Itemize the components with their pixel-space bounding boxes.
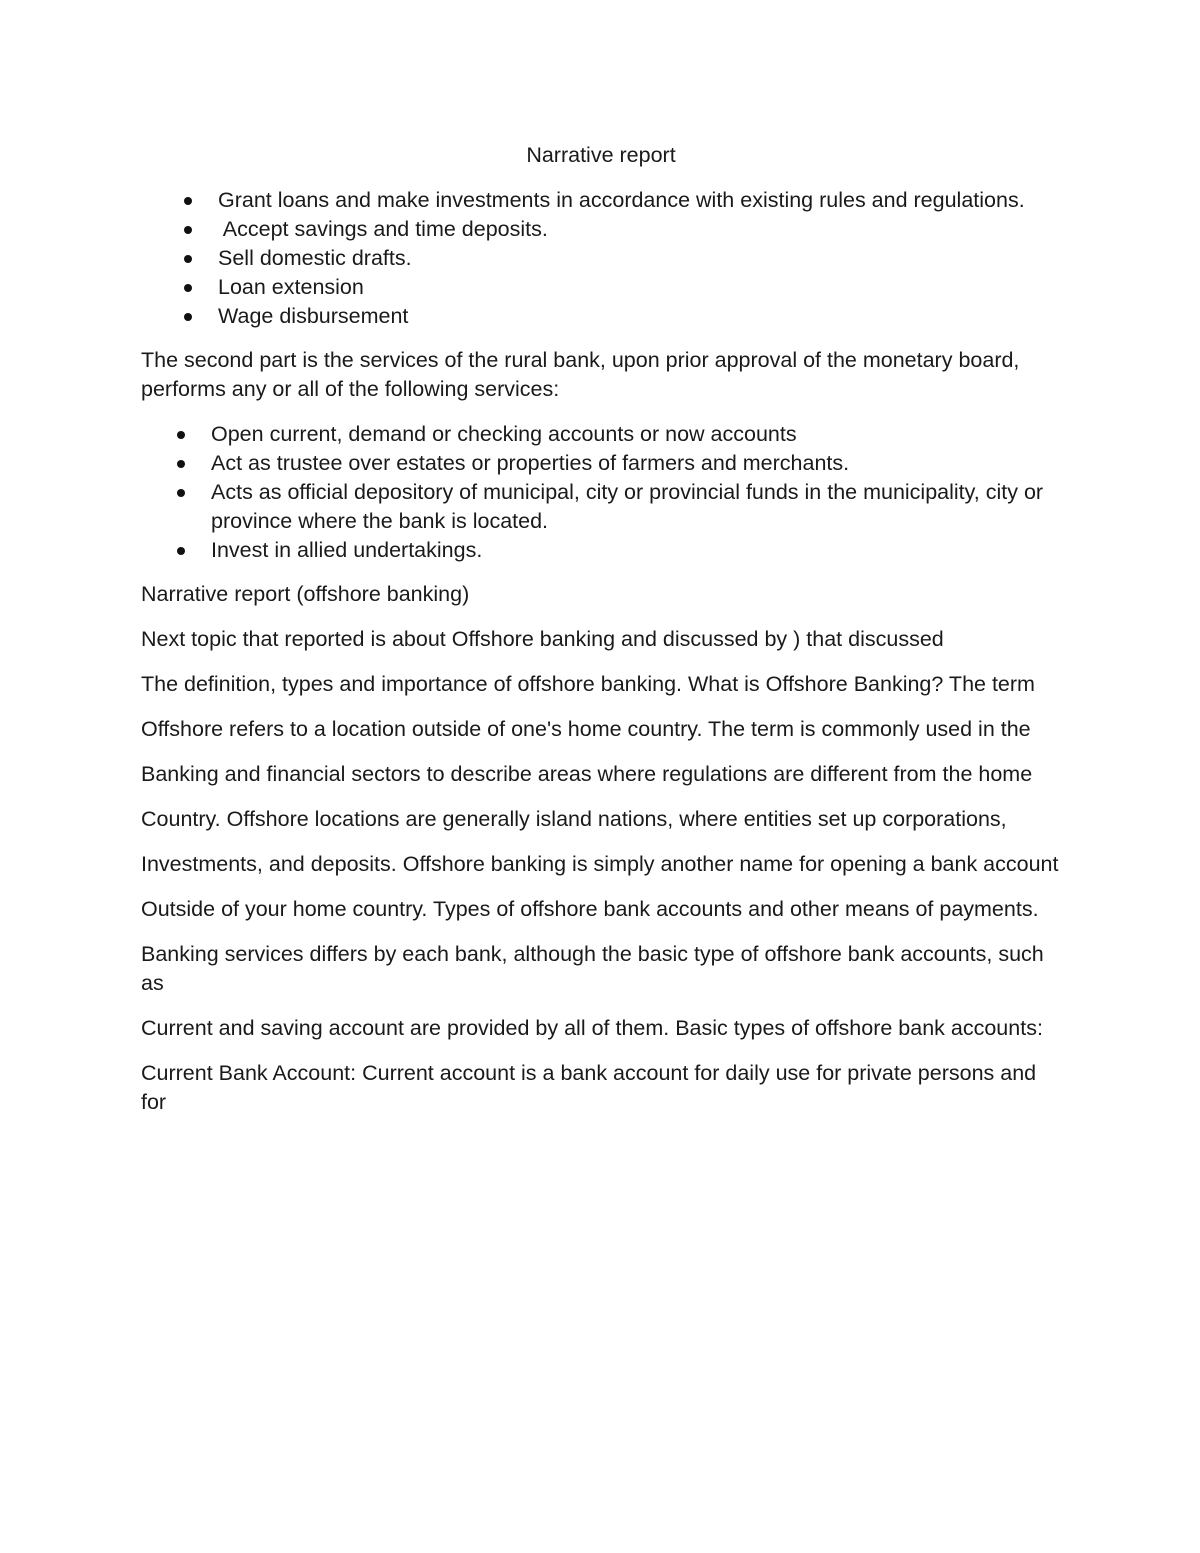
body-paragraph: Current Bank Account: Current account is a bank account for daily use for private persons and for <box>141 1061 1037 1114</box>
bullet-icon <box>177 431 185 439</box>
bullet-icon <box>184 284 192 292</box>
bank-functions-list <box>141 186 1061 331</box>
list-item <box>141 536 1061 565</box>
list-item <box>141 302 1061 331</box>
section-heading-offshore: Narrative report (offshore banking) <box>141 582 470 606</box>
body-paragraph: The definition, types and importance of offshore banking. What is Offshore Banking? The term <box>141 672 1035 696</box>
bullet-icon <box>184 313 192 321</box>
body-paragraph: Offshore refers to a location outside of one's home country. The term is commonly used in the <box>141 717 1031 741</box>
bullet-icon <box>184 226 192 234</box>
bullet-icon <box>177 489 185 497</box>
body-paragraph: Country. Offshore locations are generally island nations, where entities set up corporations, <box>141 807 1007 831</box>
list-item <box>141 244 1061 273</box>
body-paragraph: Outside of your home country. Types of offshore bank accounts and other means of payments. <box>141 897 1039 921</box>
bullet-icon <box>184 197 192 205</box>
list-item-text: Loan extension <box>218 275 364 299</box>
bank-services-list <box>141 420 1061 565</box>
bullet-icon <box>177 460 185 468</box>
list-item-text: Invest in allied undertakings. <box>211 538 483 562</box>
list-item-text: Wage disbursement <box>218 304 409 328</box>
list-item-text: Open current, demand or checking accounts or now accounts <box>211 422 797 446</box>
list-item <box>141 420 1061 449</box>
list-item-text: Act as trustee over estates or properties of farmers and merchants. <box>211 451 850 475</box>
bullet-icon <box>177 547 185 555</box>
body-paragraph: Investments, and deposits. Offshore banking is simply another name for opening a bank account <box>141 852 1059 876</box>
list-item <box>141 449 1061 478</box>
services-intro-paragraph: The second part is the services of the rural bank, upon prior approval of the monetary board, performs any or all of the following services: <box>141 348 1020 401</box>
document-body <box>141 141 1061 1133</box>
list-item-text: Accept savings and time deposits. <box>218 217 548 241</box>
list-item-text: Grant loans and make investments in accordance with existing rules and regulations. <box>218 188 1025 212</box>
list-item <box>141 215 1061 244</box>
body-paragraph: Current and saving account are provided by all of them. Basic types of offshore bank accounts: <box>141 1016 1043 1040</box>
body-paragraph: Banking and financial sectors to describe areas where regulations are different from the home <box>141 762 1033 786</box>
list-item <box>141 273 1061 302</box>
bullet-icon <box>184 255 192 263</box>
list-item <box>141 186 1061 215</box>
list-item-text: Acts as official depository of municipal, city or provincial funds in the municipality, city or province where the bank is located. <box>211 480 1044 533</box>
list-item-text: Sell domestic drafts. <box>218 246 412 270</box>
page-title: Narrative report <box>526 143 676 167</box>
list-item <box>141 478 1061 536</box>
body-paragraph: Banking services differs by each bank, although the basic type of offshore bank accounts, such as <box>141 942 1044 995</box>
body-paragraph: Next topic that reported is about Offshore banking and discussed by ) that discussed <box>141 627 944 651</box>
